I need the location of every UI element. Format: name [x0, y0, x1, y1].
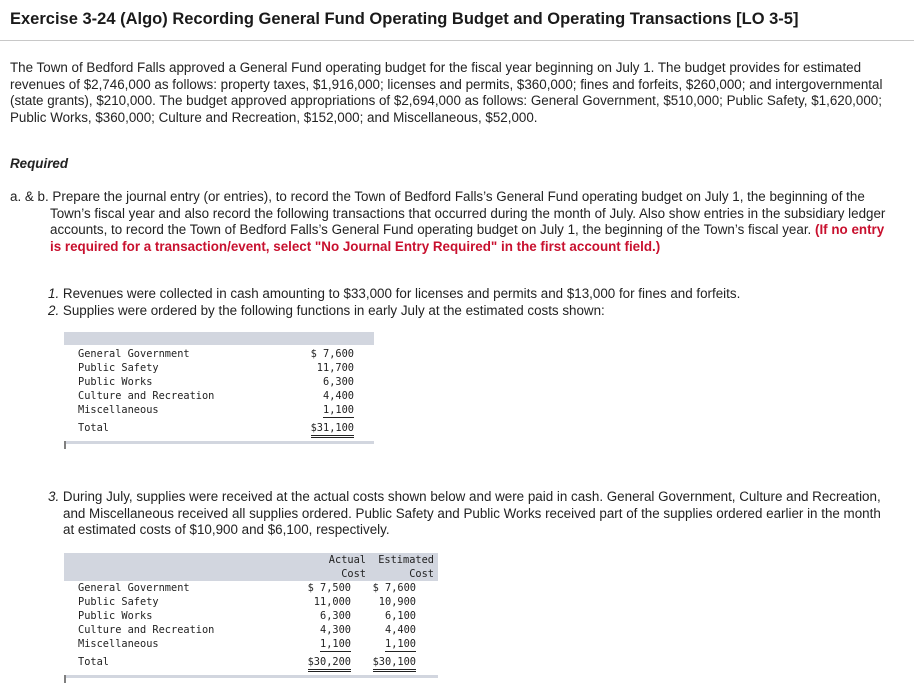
table-footer-bar: [64, 675, 438, 678]
list-item: 2. Supplies were ordered by the following functions in early July at the estimated costs shown:: [48, 302, 605, 318]
table-header-bar: [64, 332, 374, 345]
transaction-list: [48, 286, 888, 319]
list-item: 3. During July, supplies were received at the actual costs shown below and were paid in cash. General Government, Culture and Recreation, and Miscellaneous received all supplies ordered. Public Safety and Public Works received part of the supplies ordered earlier in the month at estimated costs of $10,900 and $6,100, respectively.: [48, 489, 881, 538]
table-footer-bar: [64, 441, 374, 444]
list-item: 1. Revenues were collected in cash amounting to $33,000 for licenses and permits and $13,000 for fines and forfeits.: [48, 286, 741, 301]
intro-paragraph: The Town of Bedford Falls approved a General Fund operating budget for the fiscal year beginning on July 1. The budget provides for estimated revenues of $2,746,000 as follows: property taxes, $1,916,000; licenses and permits, $360,000; fines and forfeits, $260,000; and intergovernmental (state grants), $210,000. The budget approved appropriations of $2,694,000 as follows: General Government, $510,000; Public Safety, $1,620,000; Public Works, $360,000; Culture and Recreation, $152,000; and Miscellaneous, $52,000.: [10, 60, 883, 125]
table-total-row: Total $30,200 $30,100: [64, 655, 438, 669]
table-row: Public Safety 11,700: [78, 362, 354, 374]
part-a-note: (If no entry is required for a transaction/event, select "No Journal Entry Required" in the first account field.): [50, 222, 885, 254]
table-row: General Government $ 7,500 $ 7,600: [78, 582, 416, 594]
table-row: Public Works 6,300: [78, 376, 354, 388]
table-row: Miscellaneous 1,100: [78, 404, 354, 416]
table-header-row: Cost Cost: [64, 567, 438, 581]
table-header-row: Actual Estimated: [64, 553, 438, 567]
exercise-title: Exercise 3-24 (Algo) Recording General Fund Operating Budget and Operating Transactions [LO 3-5]: [10, 10, 799, 28]
table-row: General Government $ 7,600: [78, 348, 354, 360]
supplies-ordered-table: [64, 332, 374, 444]
table-row: Culture and Recreation 4,300 4,400: [78, 624, 416, 636]
table-row: Miscellaneous 1,100 1,100: [78, 638, 416, 650]
title-divider: [0, 40, 914, 41]
table-row: Public Safety 11,000 10,900: [78, 596, 416, 608]
table-row: Culture and Recreation 4,400: [78, 390, 354, 402]
table-row: Public Works 6,300 6,100: [78, 610, 416, 622]
part-a-text: a. & b. Prepare the journal entry (or entries), to record the Town of Bedford Falls’s General Fund operating budget on July 1, the beginning of the Town’s fiscal year and also record the following transactions that occurred during the month of July. Also show entries in the subsidiary ledger accounts, to record the Town of Bedford Falls’s General Fund operating budget on July 1, the beginning of the Town’s fiscal year.: [10, 189, 886, 238]
part-a-instructions: [10, 189, 895, 255]
table-total-row: Total $31,100: [64, 421, 374, 435]
required-heading: Required: [10, 156, 69, 171]
supplies-received-table: [64, 553, 438, 678]
